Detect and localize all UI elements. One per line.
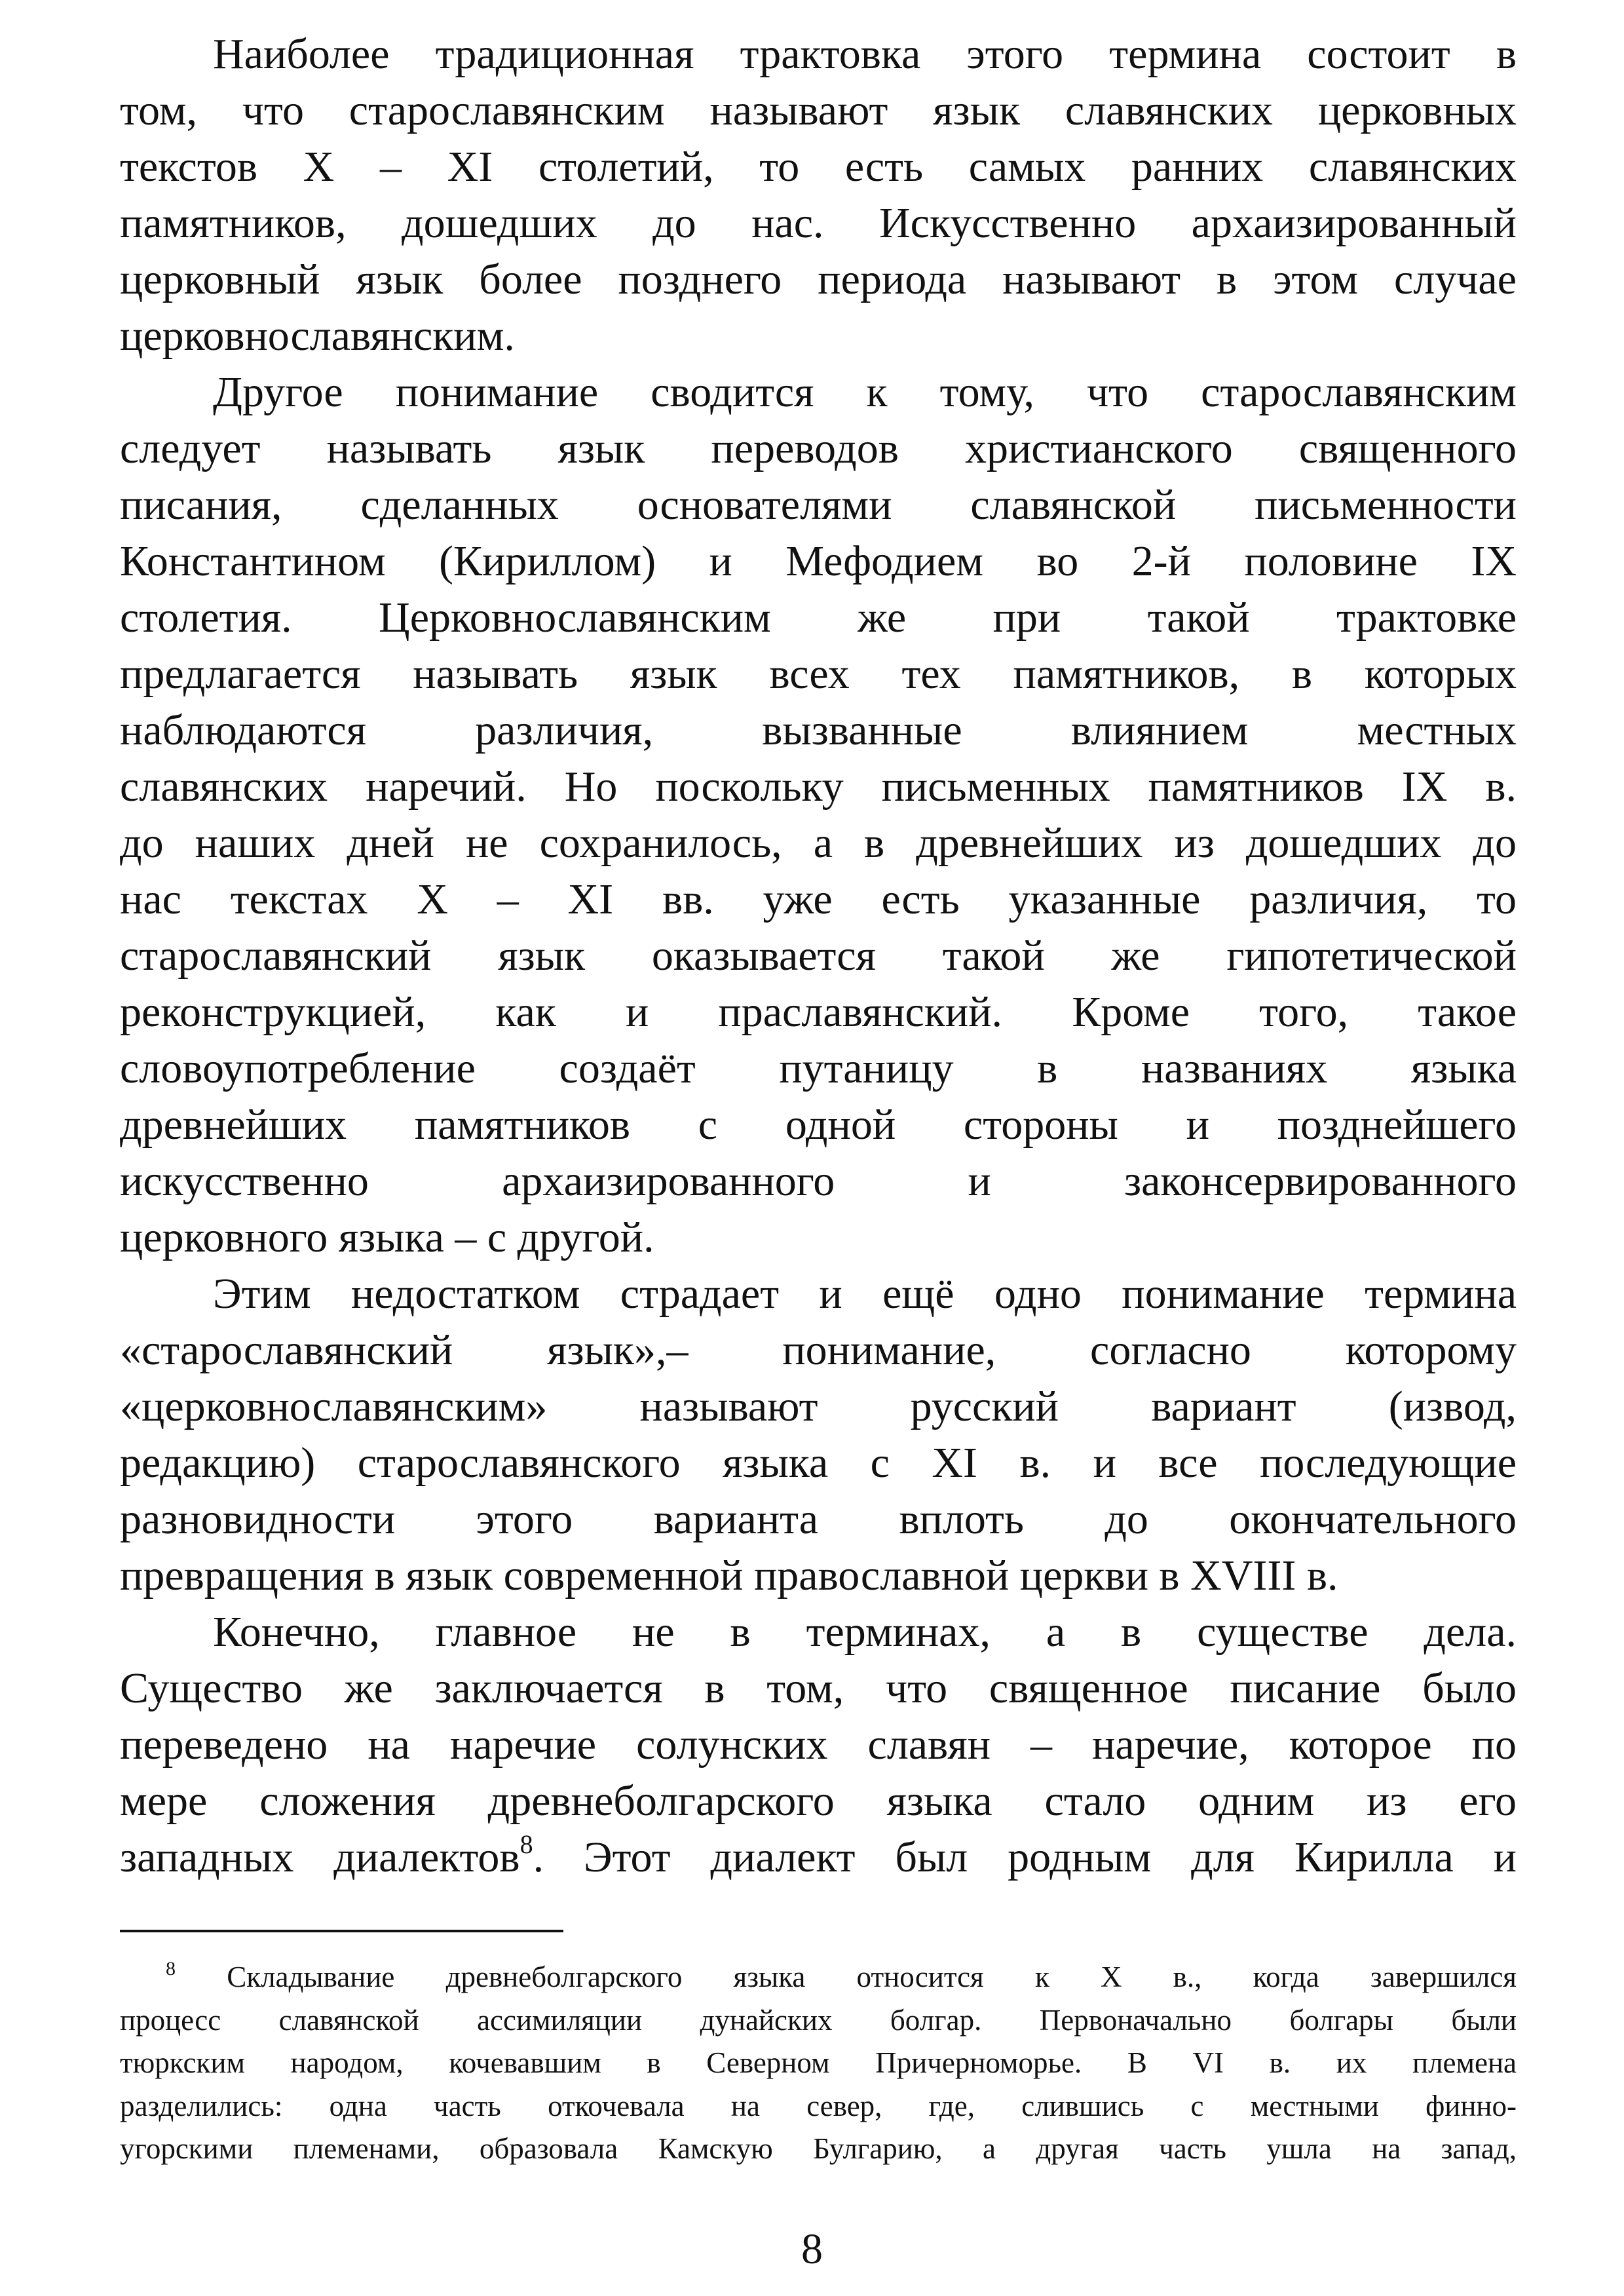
text-line (120, 1829, 1517, 1886)
text-line: памятников, дошедших до нас. Искусственно архаизированный (120, 199, 1517, 247)
text-line: Этим недостатком страдает и ещё одно понимание термина (213, 1270, 1517, 1318)
footnote-line (120, 2128, 1517, 2171)
text-line: текстов X – XI столетий, то есть самых ранних славянских (120, 143, 1517, 191)
footnote-line (120, 1999, 1517, 2042)
main-text (120, 26, 1517, 1886)
text-line: реконструкцией, как и праславянский. Кроме того, такое (120, 988, 1517, 1036)
text-line: искусственно архаизированного и законсервированного (120, 1157, 1517, 1205)
text-line: редакцию) старославянского языка с XI в. и все последующие (120, 1439, 1517, 1487)
text-line: церковного языка – с другой. (120, 1214, 654, 1261)
text-segment: . Этот диалект был родным для Кирилла и (533, 1833, 1517, 1881)
page-number: 8 (801, 2225, 823, 2273)
text-line: Наиболее традиционная трактовка этого термина состоит в (213, 30, 1517, 78)
text-line: наблюдаются различия, вызванные влиянием местных (120, 706, 1517, 754)
footnote-line (120, 2042, 1517, 2085)
text-line: словоупотребление создаёт путаницу в названиях языка (120, 1044, 1517, 1092)
text-line: разновидности этого варианта вплоть до окончательного (120, 1495, 1517, 1543)
text-line: мере сложения древнеболгарского языка стало одним из его (120, 1777, 1517, 1825)
text-line: Другое понимание сводится к тому, что старославянским (213, 368, 1517, 416)
text-line: нас текстах X – XI вв. уже есть указанные различия, то (120, 875, 1517, 923)
text-line: писания, сделанных основателями славянской письменности (120, 481, 1517, 529)
text-line: столетия. Церковнославянским же при такой трактовке (120, 594, 1517, 641)
text-line: том, что старославянским называют язык славянских церковных (120, 86, 1517, 134)
text-line: Существо же заключается в том, что священное писание было (120, 1664, 1517, 1712)
text-line: Константином (Кириллом) и Мефодием во 2-й половине IX (120, 537, 1517, 585)
footnote-line (120, 1956, 1517, 1999)
text-line: церковный язык более позднего периода называют в этом случае (120, 256, 1517, 303)
footnote (120, 1956, 1517, 2171)
footnote-separator (120, 1930, 563, 1932)
text-line: «старославянский язык»,– понимание, согласно которому (120, 1326, 1517, 1374)
text-line: переведено на наречие солунских славян – наречие, которое по (120, 1721, 1517, 1769)
text-line: предлагается называть язык всех тех памятников, в которых (120, 650, 1517, 698)
text-line: древнейших памятников с одной стороны и позднейшего (120, 1101, 1517, 1149)
text-line: «церковнославянским» называют русский вариант (извод, (120, 1383, 1517, 1430)
footnote-text: тюркским народом, кочевавшим в Северном Причерноморье. В VI в. их племена (120, 2046, 1517, 2079)
footnote-line (120, 2085, 1517, 2128)
footnote-text: разделились: одна часть откочевала на север, где, слившись с местными финно- (120, 2089, 1517, 2122)
text-line: Конечно, главное не в терминах, а в существе дела. (213, 1608, 1517, 1656)
footnote-marker: 8 (166, 1958, 176, 1980)
footnote-text: процесс славянской ассимиляции дунайских болгар. Первоначально болгары были (120, 2003, 1517, 2037)
text-line: превращения в язык современной православной церкви в XVIII в. (120, 1552, 1338, 1599)
text-line: славянских наречий. Но поскольку письменных памятников IX в. (120, 763, 1517, 811)
text-line: старославянский язык оказывается такой же гипотетической (120, 932, 1517, 980)
text-line: церковнославянским. (120, 312, 515, 360)
text-line: до наших дней не сохранилось, а в древнейших из дошедших до (120, 819, 1517, 867)
text-segment: западных диалектов (120, 1833, 520, 1881)
footnote-text: угорскими племенами, образовала Камскую Булгарию, а другая часть ушла на запад, (120, 2132, 1517, 2165)
footnote-text: Складывание древнеболгарского языка относится к X в., когда завершился (227, 1961, 1517, 1993)
footnote-reference: 8 (519, 1829, 533, 1859)
text-line: следует называть язык переводов христианского священного (120, 425, 1517, 472)
